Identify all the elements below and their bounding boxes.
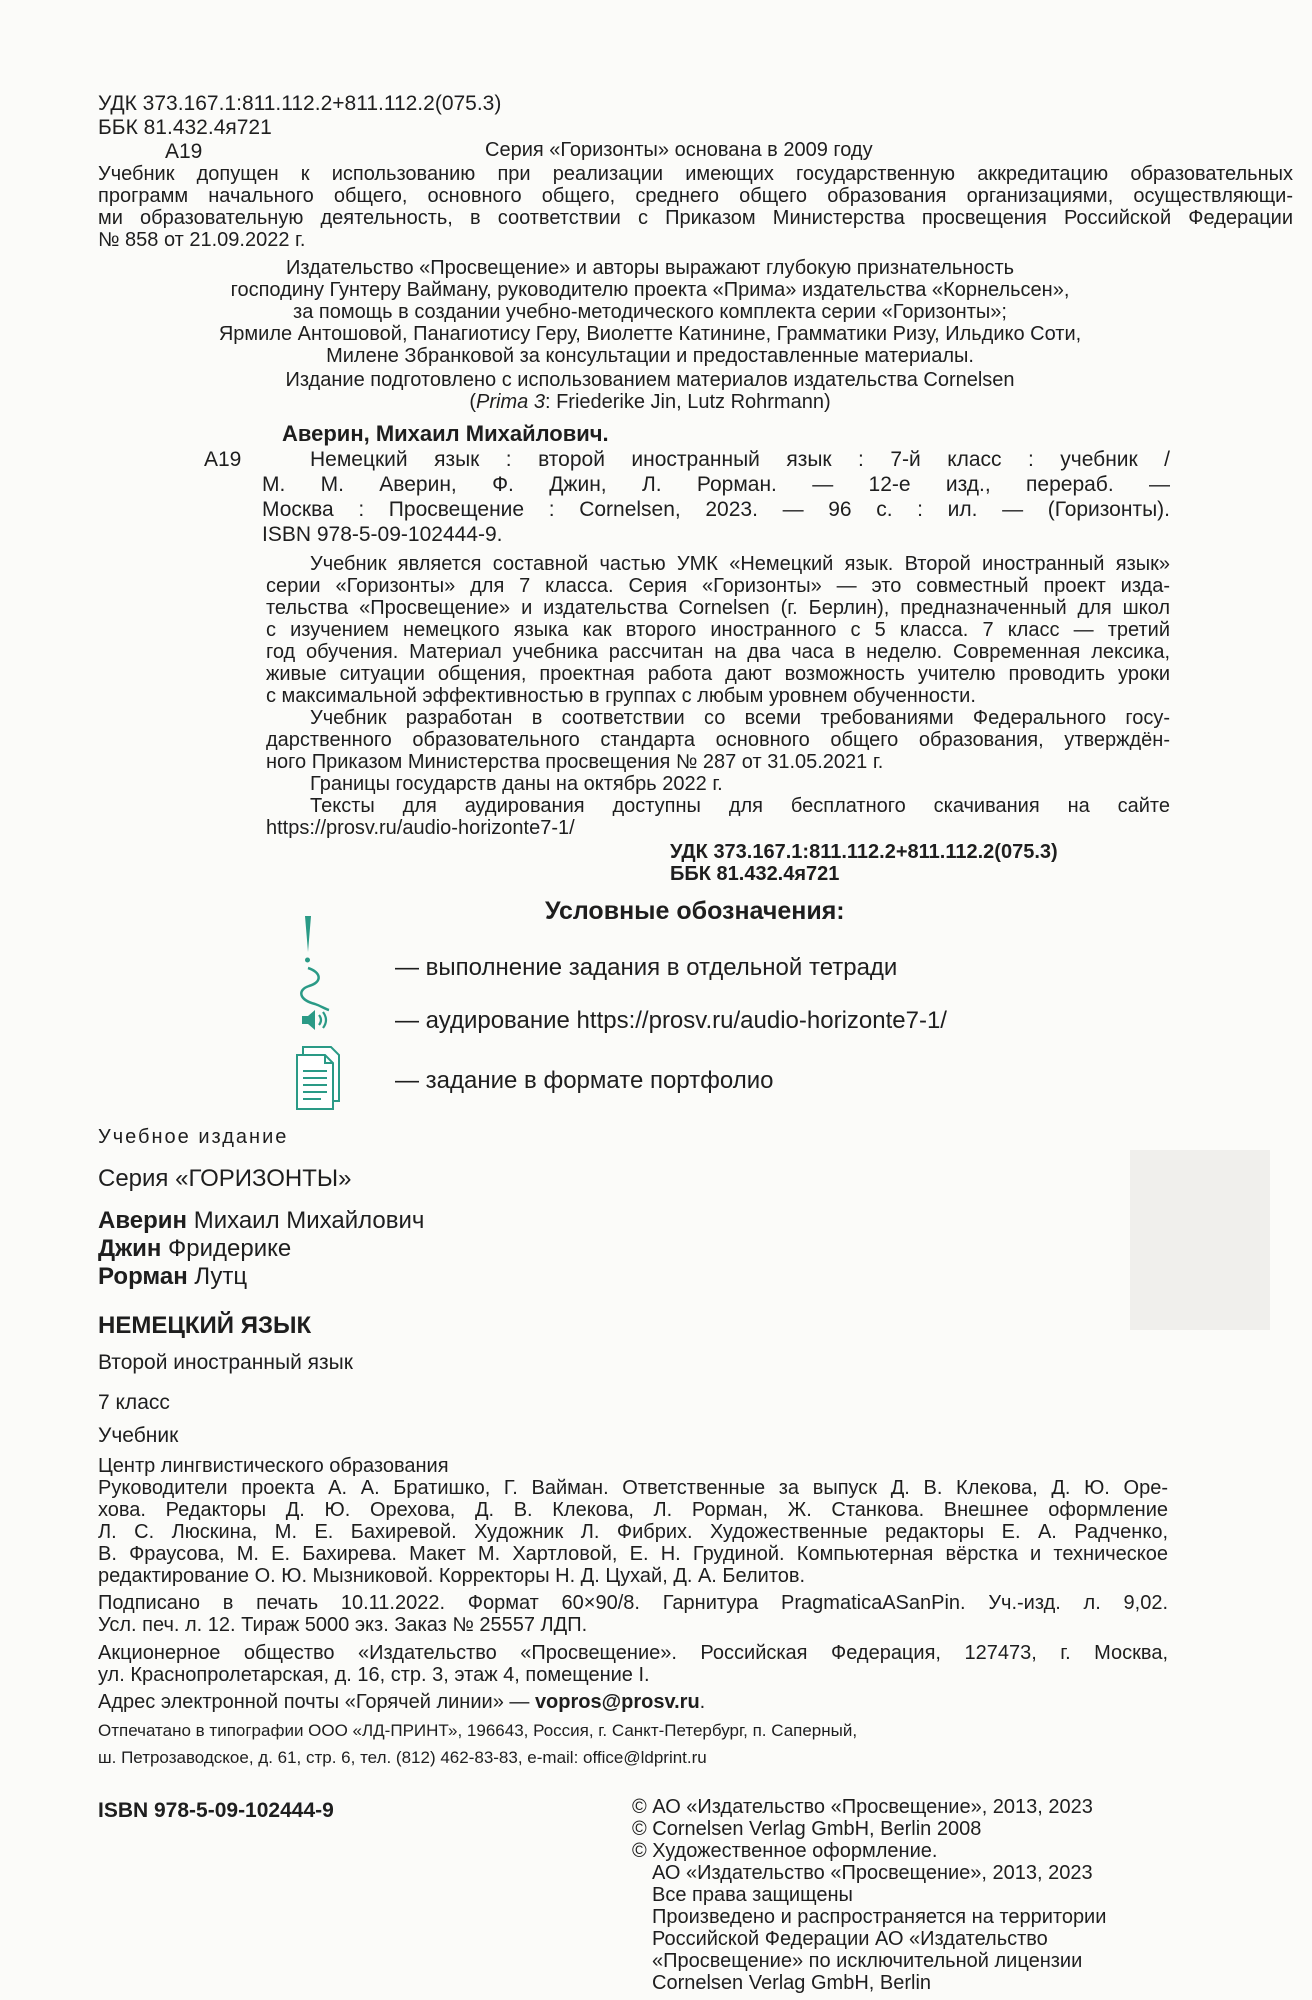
- index-bbk: ББК 81.432.4я721: [670, 863, 840, 885]
- imprint-series: Серия «ГОРИЗОНТЫ»: [98, 1165, 352, 1192]
- biblio-line: ISBN 978-5-09-102444-9.: [262, 523, 503, 546]
- book-subtitle: Второй иностранный язык: [98, 1351, 353, 1374]
- annotation-line: Учебник является составной частью УМК «Немецкий язык. Второй иностранный язык»: [310, 553, 1170, 575]
- thanks-line: Издательство «Просвещение» и авторы выражают глубокую признательность: [285, 257, 1015, 279]
- isbn: ISBN 978-5-09-102444-9: [98, 1799, 334, 1822]
- prepared-line: Издание подготовлено с использованием материалов издательства Cornelsen: [285, 369, 1015, 391]
- company-info: ул. Краснопролетарская, д. 16, стр. 3, этаж 4, помещение I.: [98, 1664, 650, 1686]
- prepared-source: [200, 392, 1100, 413]
- legend-item-text: — аудирование https://prosv.ru/audio-horizonte7-1/: [395, 1007, 947, 1034]
- copyright-line: АО «Издательство «Просвещение», 2013, 2023: [652, 1862, 1093, 1884]
- approval-line: ми образовательную деятельность, в соответствии с Приказом Министерства просвещения Российской Федерации: [98, 207, 1293, 229]
- annotation-line: ного Приказом Министерства просвещения № 287 от 31.05.2021 г.: [266, 751, 884, 773]
- imprint-author: [98, 1208, 424, 1234]
- thanks-line: господину Гунтеру Вайману, руководителю проекта «Прима» издательства «Корнельсен»,: [230, 279, 1070, 301]
- hotline-label: Адрес электронной почты «Горячей линии» —: [98, 1691, 535, 1713]
- annotation-line: год обучения. Материал учебника рассчитан на два часа в неделю. Современная лексика,: [266, 641, 1170, 663]
- printer-info: ш. Петрозаводское, д. 61, стр. 6, тел. (812) 462-83-83, e-mail: office@ldprint.ru: [98, 1748, 707, 1767]
- annotation-line: Учебник разработан в соответствии со всеми требованиями Федерального госу-: [310, 707, 1170, 729]
- staff-line: Руководители проекта А. А. Братишко, Г. Вайман. Ответственные за выпуск Д. В. Клекова, Д. Ю. Оре-: [98, 1477, 1168, 1499]
- index-udk: УДК 373.167.1:811.112.2+811.112.2(075.3): [670, 841, 1058, 863]
- portfolio-icon: [293, 1045, 343, 1111]
- speaker-icon: [300, 1008, 332, 1032]
- edition-type: Учебное издание: [98, 1126, 289, 1148]
- copyright-line: Произведено и распространяется на территории: [652, 1906, 1107, 1928]
- annotation-line: с максимальной эффективностью в группах с любым уровнем обученности.: [266, 685, 976, 707]
- annotation-line: Границы государств даны на октябрь 2022 г.: [310, 773, 723, 795]
- author-last-name: Рорман: [98, 1263, 188, 1290]
- show-through-block: [1130, 1150, 1270, 1330]
- print-info: Подписано в печать 10.11.2022. Формат 60×90/8. Гарнитура PragmaticaASanPin. Уч.-изд. л. 9,02.: [98, 1592, 1168, 1614]
- annotation-line: живые ситуации общения, проектная работа дают возможность учителю проводить уроки: [266, 663, 1170, 685]
- prima-title: Prima 3: [476, 391, 545, 413]
- copyright-line: © Художественное оформление.: [632, 1840, 938, 1862]
- prepared-rest: : Friederike Jin, Lutz Rohrmann): [544, 391, 831, 413]
- legend-item-text: — выполнение задания в отдельной тетради: [395, 954, 898, 981]
- author-last-name: Аверин: [98, 1207, 188, 1234]
- annotation-line: серии «Горизонты» для 7 класса. Серия «Горизонты» — это совместный проект изда-: [266, 575, 1170, 597]
- legend-title: Условные обозначения:: [545, 897, 845, 925]
- udk-line: УДК 373.167.1:811.112.2+811.112.2(075.3): [98, 92, 502, 115]
- author-first-name: Михаил Михайлович: [187, 1207, 425, 1234]
- book-kind: Учебник: [98, 1424, 179, 1447]
- annotation-line: тельства «Просвещение» и издательства Cornelsen (г. Берлин), предназначенный для школ: [266, 597, 1170, 619]
- book-title: НЕМЕЦКИЙ ЯЗЫК: [98, 1312, 312, 1339]
- author-last-name: Джин: [98, 1235, 162, 1262]
- copyright-line: © Cornelsen Verlag GmbH, Berlin 2008: [632, 1818, 982, 1840]
- staff-line: Л. С. Люскина, М. Е. Бахиревой. Художник Л. Фибрих. Художественные редакторы Е. А. Радченко,: [98, 1521, 1168, 1543]
- annotation-line: Тексты для аудирования доступны для бесплатного скачивания на сайте: [310, 795, 1170, 817]
- approval-line: № 858 от 21.09.2022 г.: [98, 229, 306, 251]
- copyright-line: Cornelsen Verlag GmbH, Berlin: [652, 1972, 932, 1994]
- staff-line: В. Фраусова, М. Е. Бахирева. Макет М. Хартловой, Е. Н. Грудиной. Компьютерная вёрстка и техническое: [98, 1543, 1168, 1565]
- staff-line: редактирование О. Ю. Мызниковой. Корректоры Н. Д. Цухай, Д. А. Белитов.: [98, 1565, 806, 1587]
- company-info: Акционерное общество «Издательство «Просвещение». Российская Федерация, 127473, г. Москва,: [98, 1642, 1168, 1664]
- hotline: [98, 1692, 705, 1713]
- prepared-open: (: [469, 391, 477, 413]
- imprint-author: [98, 1264, 247, 1290]
- annotation-line: с изучением немецкого языка как второго иностранного с 5 класса. 7 класс — третий: [266, 619, 1170, 641]
- imprint-author: [98, 1236, 291, 1262]
- biblio-line: Москва : Просвещение : Cornelsen, 2023. — 96 с. : ил. — (Горизонты).: [262, 498, 1170, 521]
- series-note: Серия «Горизонты» основана в 2009 году: [485, 139, 873, 161]
- thanks-line: за помощь в создании учебно-методического комплекта серии «Горизонты»;: [293, 301, 1007, 323]
- biblio-line: М. М. Аверин, Ф. Джин, Л. Рорман. — 12-е изд., перераб. —: [262, 473, 1170, 496]
- bbk-line: ББК 81.432.4я721: [98, 116, 272, 139]
- printer-info: Отпечатано в типографии ООО «ЛД-ПРИНТ», 196643, Россия, г. Санкт-Петербург, п. Саперный,: [98, 1721, 858, 1740]
- print-info: Усл. печ. л. 12. Тираж 5000 экз. Заказ № 25557 ЛДП.: [98, 1614, 588, 1636]
- annotation-link[interactable]: https://prosv.ru/audio-horizonte7-1/: [266, 817, 575, 839]
- biblio-code: А19: [204, 448, 242, 471]
- copyright-line: Российской Федерации АО «Издательство: [652, 1928, 1048, 1950]
- catalog-code: А19: [165, 140, 203, 163]
- author-first-name: Лутц: [187, 1263, 248, 1290]
- thanks-line: Милене Збранковой за консультации и предоставленные материалы.: [326, 345, 974, 367]
- author-first-name: Фридерике: [161, 1235, 292, 1262]
- approval-line: программ начального общего, основного общего, среднего общего образования организациями, осуществляющи-: [98, 185, 1293, 207]
- book-grade: 7 класс: [98, 1391, 170, 1414]
- staff-line: хова. Редакторы Д. Ю. Орехова, Д. В. Клекова, Л. Рорман, Ж. Станкова. Внешнее оформление: [98, 1499, 1168, 1521]
- hotline-end: .: [699, 1691, 706, 1713]
- annotation-line: дарственного образовательного стандарта основного общего образования, утверждён-: [266, 729, 1170, 751]
- copyright-line: © АО «Издательство «Просвещение», 2013, 2023: [632, 1796, 1093, 1818]
- publishing-center: Центр лингвистического образования: [98, 1455, 449, 1477]
- copyright-line: «Просвещение» по исключительной лицензии: [652, 1950, 1083, 1972]
- biblio-author: Аверин, Михаил Михайлович.: [282, 421, 609, 446]
- legend-item-text: — задание в формате портфолио: [395, 1067, 774, 1094]
- thanks-line: Ярмиле Антошовой, Панагиотису Геру, Виолетте Катинине, Грамматики Ризу, Ильдико Соти,: [218, 323, 1082, 345]
- biblio-line: Немецкий язык : второй иностранный язык : 7-й класс : учебник /: [310, 448, 1170, 471]
- approval-line: Учебник допущен к использованию при реализации имеющих государственную аккредитацию образовательных: [98, 163, 1293, 185]
- copyright-line: Все права защищены: [652, 1884, 853, 1906]
- pen-icon: [285, 912, 335, 1012]
- hotline-email[interactable]: vopros@prosv.ru: [534, 1691, 700, 1713]
